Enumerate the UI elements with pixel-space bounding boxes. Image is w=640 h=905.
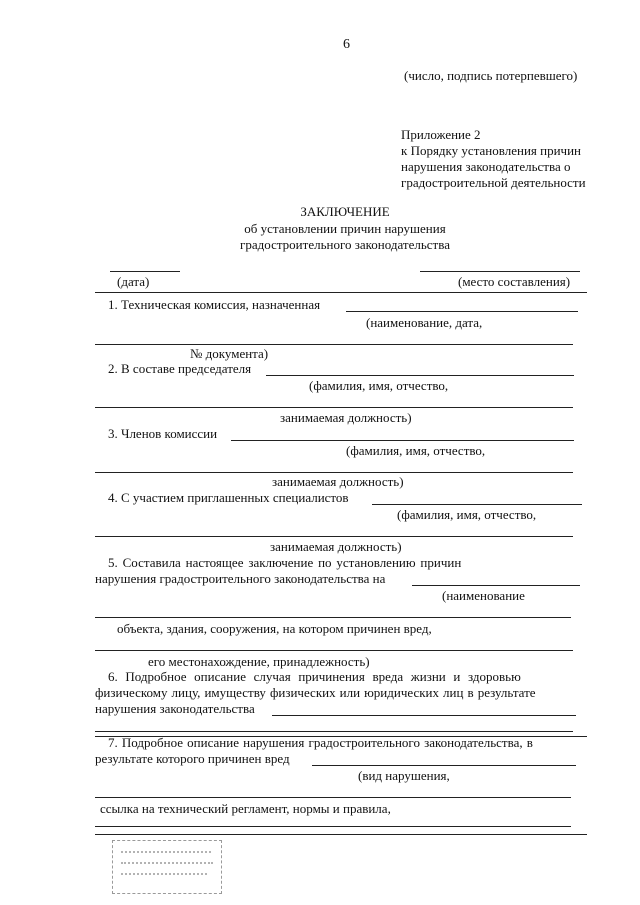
item-7-line-1: 7. Подробное описание нарушения градостроительного законодательства, в <box>108 735 533 750</box>
item-5-field[interactable] <box>412 585 580 586</box>
item-4-hint: (фамилия, имя, отчество, <box>397 507 537 522</box>
appendix-line-3: нарушения законодательства о <box>401 159 571 174</box>
item-3-label: 3. Членов комиссии <box>108 426 218 441</box>
item-7-field-3[interactable] <box>95 826 571 827</box>
item-3-field[interactable] <box>231 440 574 441</box>
item-1-label: 1. Техническая комиссия, назначенная <box>108 297 321 312</box>
item-5-line-2: нарушения градостроительного законодательства на <box>95 571 386 586</box>
item-6-line-2: физическому лицу, имуществу физических или юридических лиц в результате <box>95 685 536 700</box>
item-3-field-2[interactable] <box>95 472 573 473</box>
item-2-field-2[interactable] <box>95 407 573 408</box>
item-5-field-3[interactable] <box>95 650 573 651</box>
item-2-hint: (фамилия, имя, отчество, <box>309 378 449 393</box>
item-1-field-2[interactable] <box>95 344 573 345</box>
appendix-line-4: градостроительной деятельности <box>401 175 586 190</box>
item-5-hint-3: его местонахождение, принадлежность) <box>148 654 370 669</box>
stamp-image <box>112 840 222 894</box>
item-5-hint-2: объекта, здания, сооружения, на котором причинен вред, <box>117 621 432 636</box>
header-rule <box>95 292 587 293</box>
item-6-field-2[interactable] <box>95 731 573 732</box>
item-6-line-1: 6. Подробное описание случая причинения вреда жизни и здоровью <box>108 669 521 684</box>
item-6-line-3: нарушения законодательства <box>95 701 255 716</box>
item-1-field[interactable] <box>346 311 578 312</box>
document-title: ЗАКЛЮЧЕНИЕ <box>300 204 390 219</box>
place-caption: (место составления) <box>458 274 571 289</box>
item-2-label: 2. В составе председателя <box>108 361 252 376</box>
item-7-field-2[interactable] <box>95 797 571 798</box>
page-number: 6 <box>343 37 350 52</box>
item-5-hint: (наименование <box>442 588 525 603</box>
item-6-field[interactable] <box>272 715 576 716</box>
place-line[interactable] <box>420 271 580 272</box>
item-2-field[interactable] <box>266 375 574 376</box>
item-4-label: 4. С участием приглашенных специалистов <box>108 490 349 505</box>
document-subtitle-1: об установлении причин нарушения <box>244 221 446 236</box>
item-1-hint: (наименование, дата, <box>366 315 483 330</box>
item-7-hint-2: ссылка на технический регламент, нормы и правила, <box>100 801 391 816</box>
item-4-hint-2: занимаемая должность) <box>270 539 402 554</box>
item-1-hint-2: № документа) <box>190 346 269 361</box>
item-4-field[interactable] <box>372 504 582 505</box>
date-line[interactable] <box>110 271 180 272</box>
item-7-hint: (вид нарушения, <box>358 768 450 783</box>
item-5-line-1: 5. Составила настоящее заключение по установлению причин <box>108 555 462 570</box>
bottom-rule <box>95 834 587 835</box>
item-5-field-2[interactable] <box>95 617 571 618</box>
item-2-hint-2: занимаемая должность) <box>280 410 412 425</box>
document-subtitle-2: градостроительного законодательства <box>240 237 450 252</box>
appendix-line-1: Приложение 2 <box>401 127 481 142</box>
appendix-line-2: к Порядку установления причин <box>401 143 582 158</box>
item-3-hint: (фамилия, имя, отчество, <box>346 443 486 458</box>
item-3-hint-2: занимаемая должность) <box>272 474 404 489</box>
item-7-line-2: результате которого причинен вред <box>95 751 290 766</box>
item-7-field[interactable] <box>312 765 576 766</box>
date-caption: (дата) <box>117 274 150 289</box>
victim-signature-caption: (число, подпись потерпевшего) <box>404 68 578 83</box>
item-4-field-2[interactable] <box>95 536 573 537</box>
